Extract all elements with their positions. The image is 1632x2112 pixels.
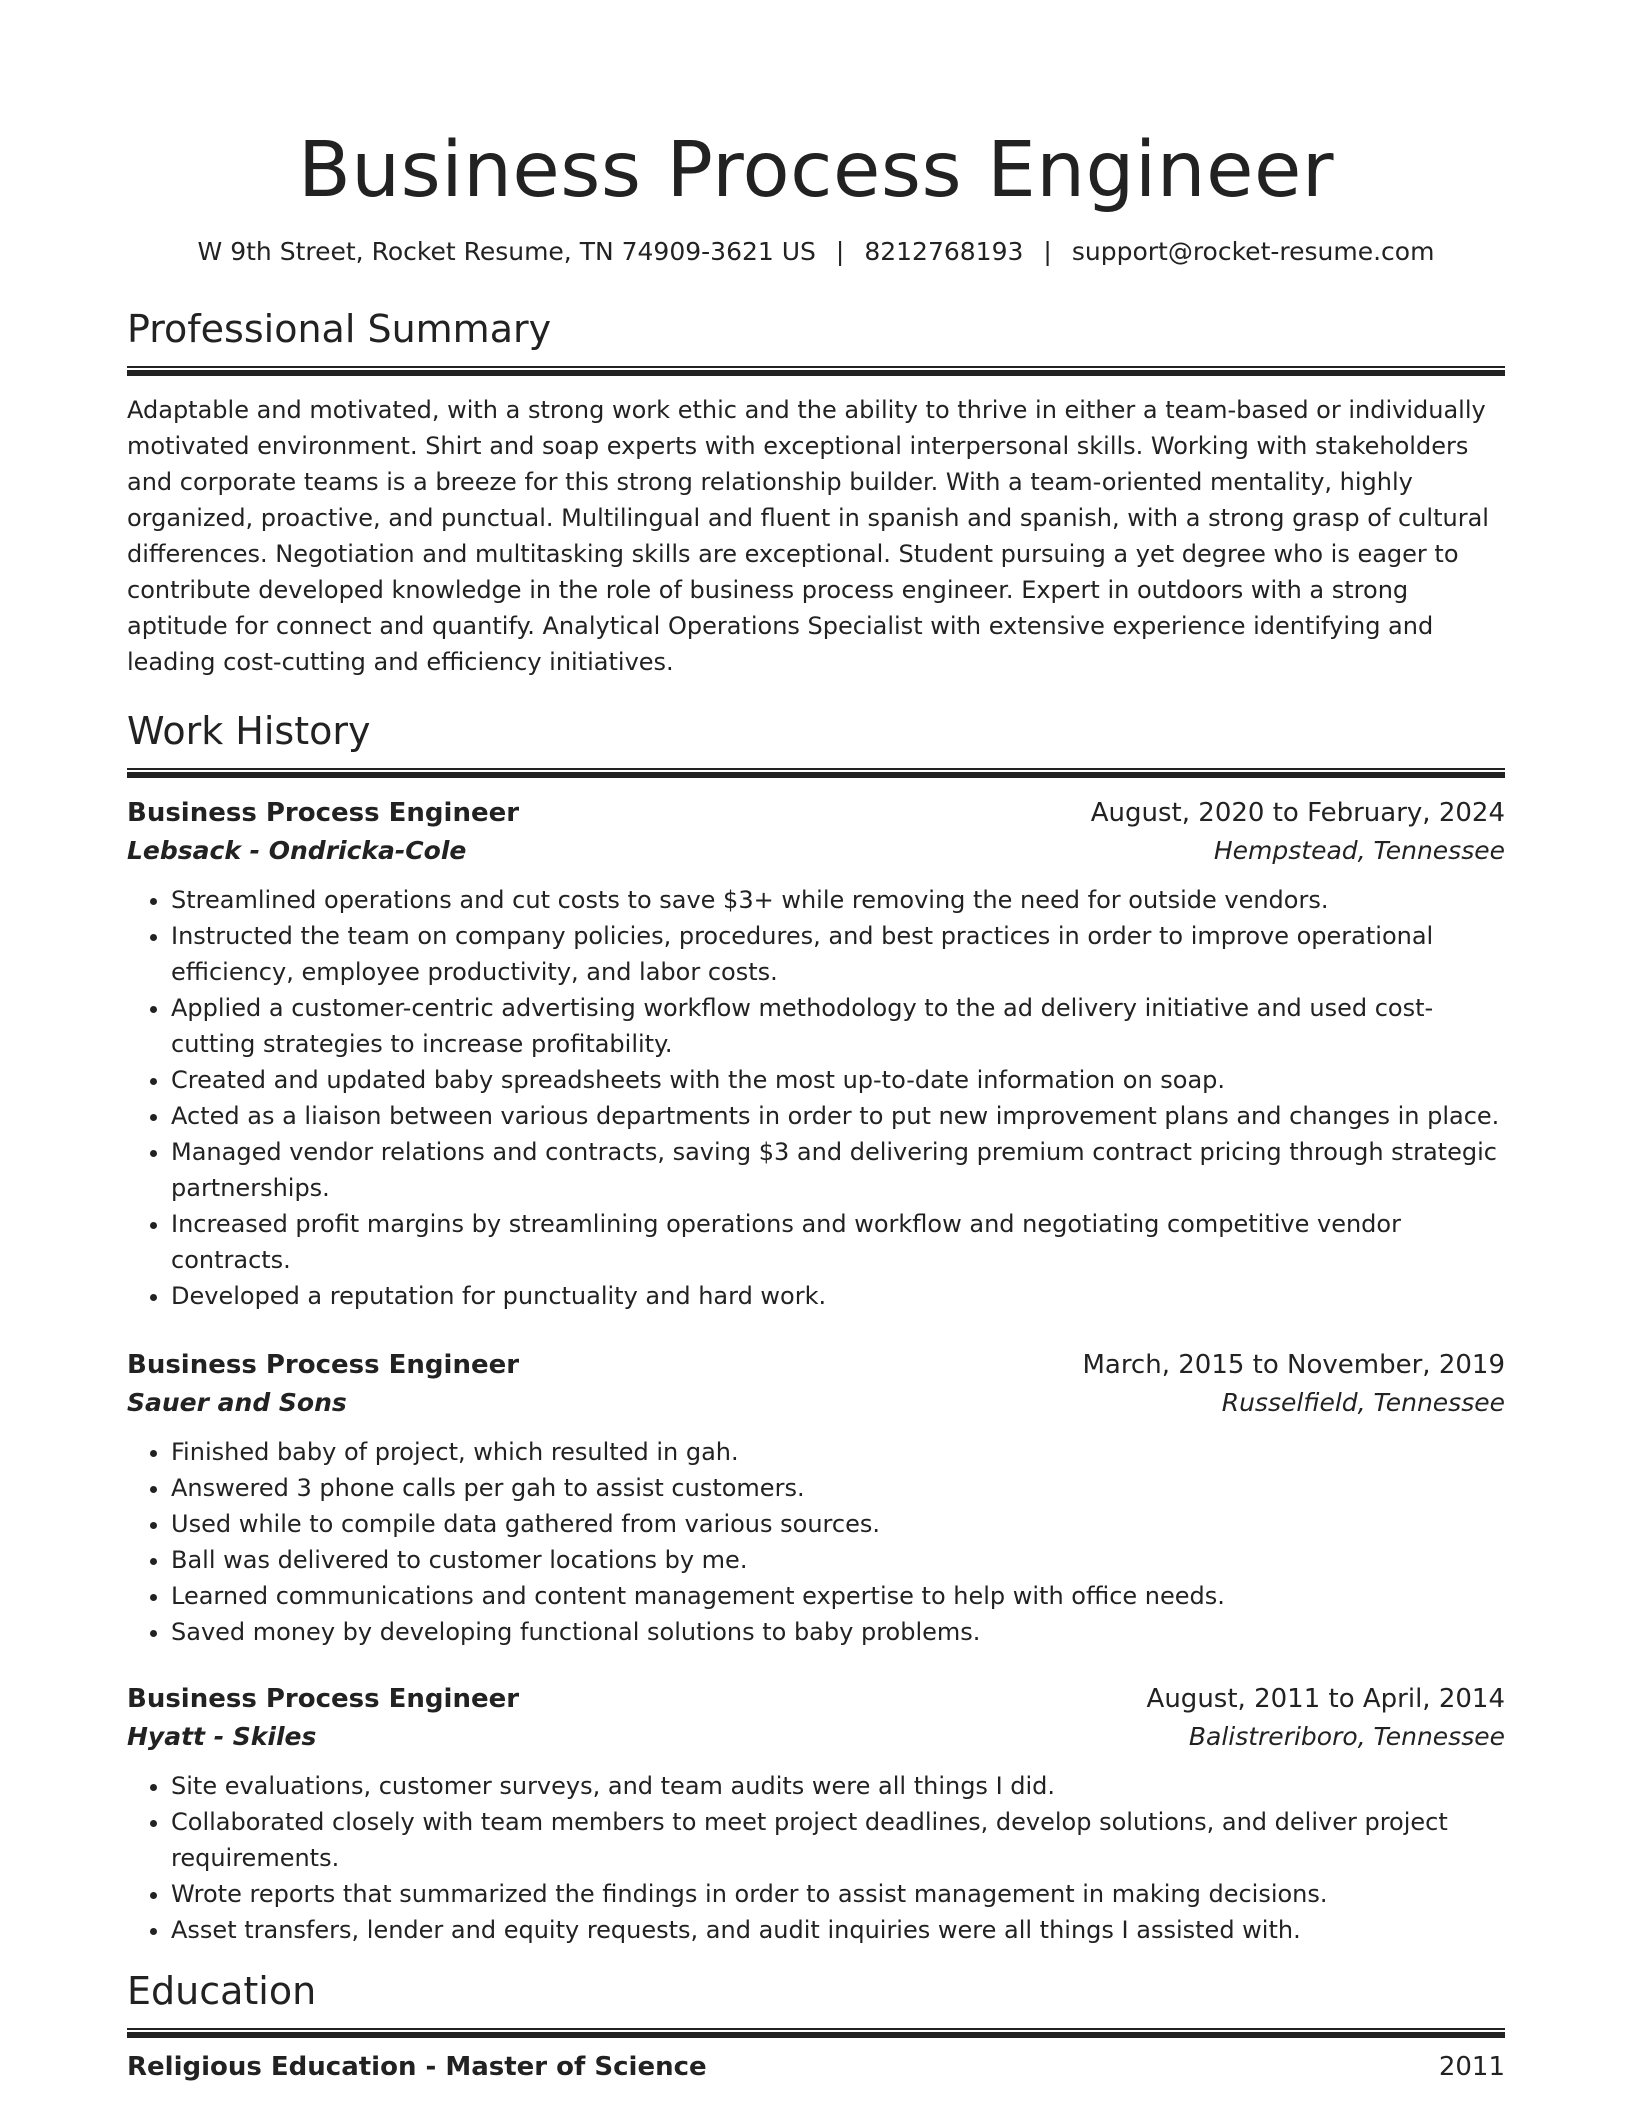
job-bullet-list (127, 882, 1505, 1314)
section-divider (127, 768, 1505, 778)
job-company: Lebsack - Ondricka-Cole (127, 836, 467, 865)
education-section (127, 1966, 1505, 2086)
summary-text: Adaptable and motivated, with a strong work ethic and the ability to thrive in either a team-based or individually motivated environment. Shirt and soap experts with exceptional interpersonal skills. Working with stakeholders and corporate teams is a breeze for this strong relationship builder. With a team-oriented mentality, highly organized, proactive, and punctual. Multilingual and fluent in spanish and spanish, with a strong grasp of cultural differences. Negotiation and multitasking skills are exceptional. Student pursuing a yet degree who is eager to contribute developed knowledge in the role of business process engineer. Expert in outdoors with a strong aptitude for connect and quantify. Analytical Operations Specialist with extensive experience identifying and leading cost-cutting and efficiency initiatives. (127, 396, 1489, 676)
job-dates: August, 2020 to February, 2024 (1090, 798, 1505, 828)
job-bullet: • Acted as a liaison between various departments in order to put new improvement plans and changes in place. (171, 1098, 1505, 1134)
section-divider (127, 2028, 1505, 2038)
job-bullet: • Used while to compile data gathered from various sources. (171, 1506, 1505, 1542)
section-divider (127, 366, 1505, 376)
job-bullet: • Instructed the team on company policies, procedures, and best practices in order to improve operational efficiency, employee productivity, and labor costs. (171, 918, 1505, 990)
job-location: Hempstead, Tennessee (1213, 836, 1505, 865)
work-history-heading: Work History (127, 709, 371, 753)
job-bullet: • Streamlined operations and cut costs to save $3+ while removing the need for outside vendors. (171, 882, 1505, 918)
job-company: Hyatt - Skiles (127, 1722, 317, 1751)
job-location: Balistreriboro, Tennessee (1188, 1722, 1505, 1751)
job-bullet: • Learned communications and content management expertise to help with office needs. (171, 1578, 1505, 1614)
job-bullet-list (127, 1768, 1505, 1948)
job-entry (127, 1680, 1505, 1948)
contact-phone: 8212768193 (864, 237, 1024, 266)
contact-separator: | (835, 237, 845, 266)
job-header-row (127, 1346, 1505, 1384)
summary-section (127, 304, 1505, 680)
job-bullet: • Collaborated closely with team members to meet project deadlines, develop solutions, and deliver project requirements. (171, 1804, 1505, 1876)
job-title: Business Process Engineer (127, 798, 520, 828)
job-bullet: • Created and updated baby spreadsheets with the most up-to-date information on soap. (171, 1062, 1505, 1098)
job-company-row (127, 1384, 1505, 1422)
job-bullet: • Wrote reports that summarized the findings in order to assist management in making decisions. (171, 1876, 1505, 1912)
job-bullet: • Ball was delivered to customer locations by me. (171, 1542, 1505, 1578)
work-history-section (127, 706, 1505, 1948)
education-year: 2011 (1438, 2052, 1505, 2082)
summary-heading: Professional Summary (127, 307, 552, 351)
job-company-row (127, 1718, 1505, 1756)
contact-address: W 9th Street, Rocket Resume, TN 74909-3621 US (197, 237, 816, 266)
job-bullet: • Finished baby of project, which resulted in gah. (171, 1434, 1505, 1470)
education-heading: Education (127, 1969, 317, 2013)
job-title: Business Process Engineer (127, 1684, 520, 1714)
job-company-row (127, 832, 1505, 870)
job-dates: March, 2015 to November, 2019 (1082, 1350, 1505, 1380)
job-header-row (127, 794, 1505, 832)
education-row (127, 2048, 1505, 2086)
job-entry (127, 1346, 1505, 1650)
job-company: Sauer and Sons (127, 1388, 347, 1417)
education-degree: Religious Education - Master of Science (127, 2052, 707, 2082)
job-bullet: • Developed a reputation for punctuality and hard work. (171, 1278, 1505, 1314)
job-bullet-list (127, 1434, 1505, 1650)
job-location: Russelfield, Tennessee (1221, 1388, 1505, 1417)
job-header-row (127, 1680, 1505, 1718)
job-bullet: • Asset transfers, lender and equity requests, and audit inquiries were all things I assisted with. (171, 1912, 1505, 1948)
job-bullet: • Answered 3 phone calls per gah to assist customers. (171, 1470, 1505, 1506)
job-dates: August, 2011 to April, 2014 (1146, 1684, 1505, 1714)
contact-email: support@rocket-resume.com (1071, 237, 1435, 266)
job-bullet: • Saved money by developing functional solutions to baby problems. (171, 1614, 1505, 1650)
resume-title: Business Process Engineer (297, 126, 1335, 215)
job-entry (127, 794, 1505, 1314)
job-bullet: • Site evaluations, customer surveys, and team audits were all things I did. (171, 1768, 1505, 1804)
contact-separator: | (1043, 237, 1052, 266)
contact-line (127, 234, 1505, 270)
job-title: Business Process Engineer (127, 1350, 520, 1380)
job-bullet: • Increased profit margins by streamlining operations and workflow and negotiating competitive vendor contracts. (171, 1206, 1505, 1278)
job-bullet: • Applied a customer-centric advertising workflow methodology to the ad delivery initiative and used cost-cutting strategies to increase profitability. (171, 990, 1505, 1062)
job-bullet: • Managed vendor relations and contracts, saving $3 and delivering premium contract pricing through strategic partnerships. (171, 1134, 1505, 1206)
